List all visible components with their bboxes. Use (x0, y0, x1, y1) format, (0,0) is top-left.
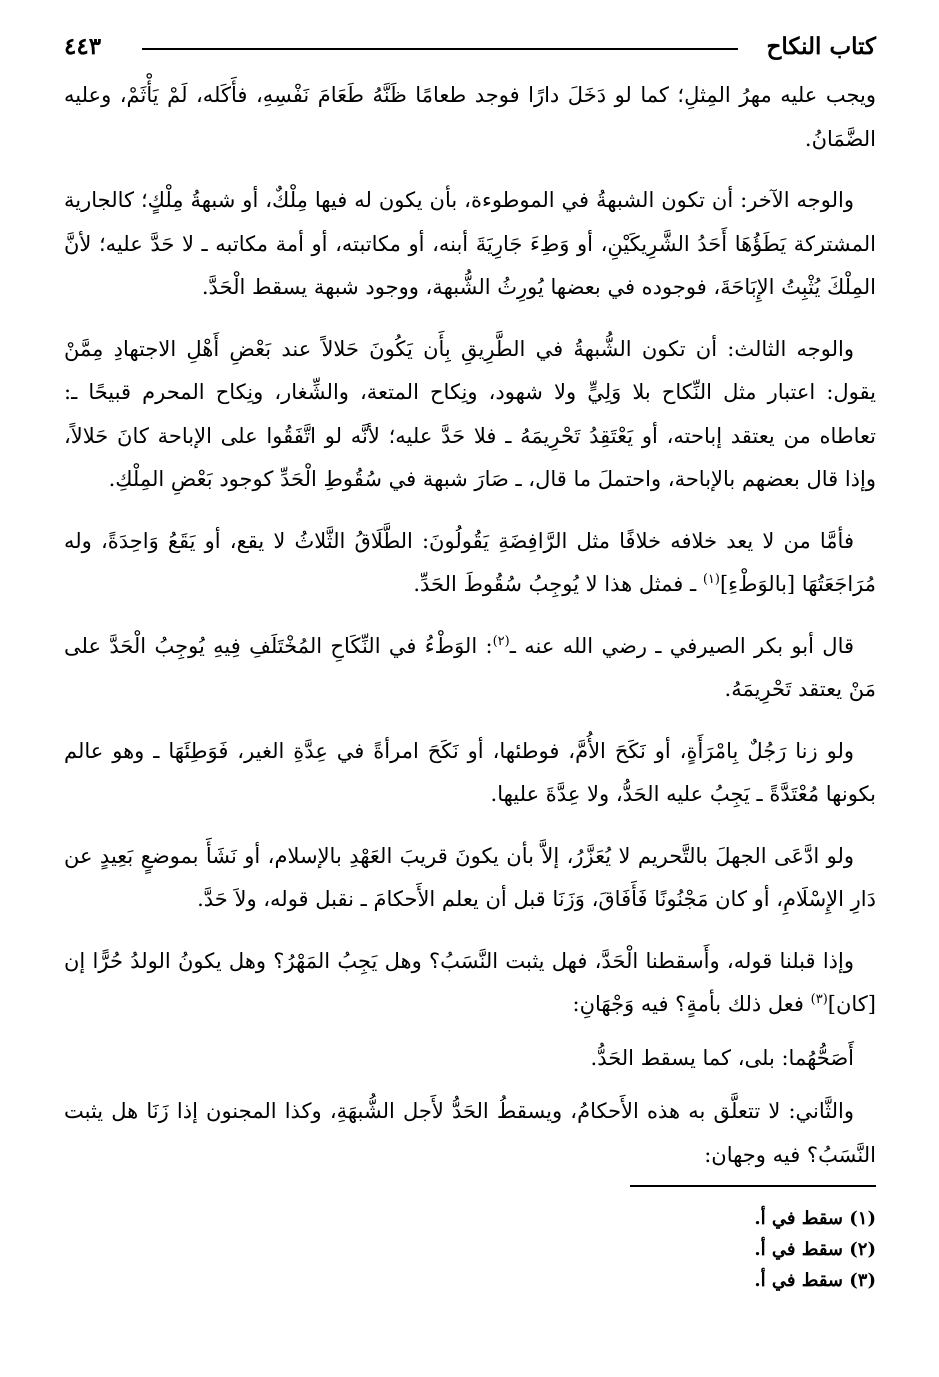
footnote: (١) سقط في أ. (754, 1208, 876, 1229)
paragraph (64, 625, 876, 712)
paragraph-text: والثَّاني: لا تتعلَّق به هذه الأَحكامُ، ويسقطُ الحَدُّ لأَجل الشُّبهَةِ، وكذا المجنون إذا زَنَا هل يثبت النَّسَبُ؟ فيه وجهان: (64, 1099, 876, 1167)
paragraph (64, 940, 876, 1027)
header-rule (142, 48, 738, 50)
paragraph (64, 179, 876, 310)
paragraph (64, 835, 876, 922)
paragraph-text: ويجب عليه مهرُ المِثلِ؛ كما لو دَخَلَ دارًا فوجد طعامًا ظَنَّهُ طَعَامَ نَفْسِهِ، فأَكَله، لَمْ يَأْثَمْ، وعليه الضَّمَانُ. (64, 83, 876, 151)
running-header (64, 30, 876, 64)
paragraph-text-continued: ـ فمثل هذا لا يُوجِبُ سُقُوطَ الحَدِّ. (413, 572, 703, 596)
paragraph (64, 730, 876, 817)
paragraph-text-continued: : الوَطْءُ في النِّكَاحِ المُخْتَلَفِ فِيهِ يُوجِبُ الْحَدَّ على مَنْ يعتقد تَحْرِيمَهُ. (64, 633, 876, 701)
paragraph-text: ولو ادَّعَى الجهلَ بالتَّحريم لا يُعَزَّرُ، إلاَّ بأن يكونَ قريبَ العَهْدِ بالإسلام، أو نَشَأَ بموضعٍ بَعِيدٍ عن دَارِ الإِسْلَامِ، أو كان مَجْنُونًا فَأَفَاقَ، وَزَنَا قبل أن يعلم الأَحكامَ ـ نقبل قوله، ولاَ حَدَّ. (64, 843, 876, 911)
footnote: (٢) سقط في أ. (754, 1239, 876, 1260)
footnote: (٣) سقط في أ. (754, 1270, 876, 1291)
main-text (64, 74, 876, 1187)
paragraph-text: والوجه الثالث: أن تكون الشُّبهةُ في الطَّرِيقِ بِأَن يَكُونَ حَلالاً عند بَعْضِ أَهْلِ الاجتهادِ مِمَّنْ يقول: اعتبار مثل النِّكاح بلا وَلِيٍّ ولا شهود، ونِكاح المتعة، والشِّغار، ونِكاح المحرم قبيحًا ـ: تعاطاه من يعتقد إباحته، أو يَعْتَقِدُ تَحْرِيمَهُ ـ فلا حَدَّ عليه؛ لأنَّه لو اتَّفَقُوا على الإباحة كانَ حَلالاً، وإذا قال بعضهم بالإباحة، واحتملَ ما قال، ـ صَارَ شبهة في سُقُوطِ الْحَدِّ كوجود بَعْضِ المِلْكِ. (64, 336, 876, 491)
paragraph-text: أَصَحُّهُما: بلى، كما يسقط الحَدُّ. (590, 1045, 854, 1070)
paragraph (64, 74, 876, 161)
chapter-title: كتاب النكاح (766, 33, 876, 60)
footnote-reference[interactable]: (٣) (810, 992, 828, 1007)
paragraph (64, 1037, 876, 1081)
footnotes (576, 1203, 876, 1296)
footnote-separator (630, 1185, 876, 1187)
paragraph-text: والوجه الآخر: أن تكون الشبهةُ في الموطوءة، بأن يكون له فيها مِلْكٌ، أو شبهةُ مِلْكٍ؛ كالجارية المشتركة يَطَؤُهَا أَحَدُ الشَّرِيكَيْنِ، أو وَطِءَ جَارِيَةَ أبنه، أو مكاتبته، أو أمة مكاتبه ـ لا حَدَّ عليه؛ لأنَّ المِلْكَ يُثْبِتُ الإِبَاحَةَ، فوجوده في بعضها يُورِثُ الشُّبهة، ووجود شبهة يسقط الْحَدَّ. (64, 188, 876, 299)
paragraph-text: فأمَّا من لا يعد خلافه خلافًا مثل الرَّافِضَةِ يَقُولُونَ: الطَّلَاقُ الثَّلاثُ لا يقع، أو يَقَعُ وَاحِدَةً، وله مُرَاجَعَتُهَا [بالوَطْءِ] (64, 528, 876, 596)
paragraph (64, 1090, 876, 1177)
footnote-reference[interactable]: (٢) (492, 633, 510, 649)
footnote-reference[interactable]: (١) (702, 572, 720, 587)
paragraph (64, 328, 876, 502)
paragraph (64, 520, 876, 607)
paragraph-text-continued: فعل ذلك بأمةٍ؟ فيه وَجْهَانِ: (572, 992, 811, 1016)
paragraph-text: وإذا قبلنا قوله، وأَسقطنا الْحَدَّ، فهل يثبت النَّسَبُ؟ وهل يَجِبُ المَهْرُ؟ وهل يكونُ الولدُ حُرًّا إن [كان] (64, 948, 876, 1016)
paragraph-text: ولو زنا رَجُلٌ بِامْرَأَةٍ، أو نَكَحَ الأُمَّ، فوطئها، أو نَكَحَ امرأةً في عِدَّةِ الغير، فَوَطِئَهَا ـ وهو عالم بكونها مُعْتَدَّةً ـ يَجِبُ عليه الحَدُّ، ولا عِدَّةَ عليها. (64, 738, 876, 806)
paragraph-text: قال أبو بكر الصيرفي ـ رضي الله عنه ـ (509, 633, 854, 658)
page-number: ٤٤٣ (64, 33, 102, 60)
